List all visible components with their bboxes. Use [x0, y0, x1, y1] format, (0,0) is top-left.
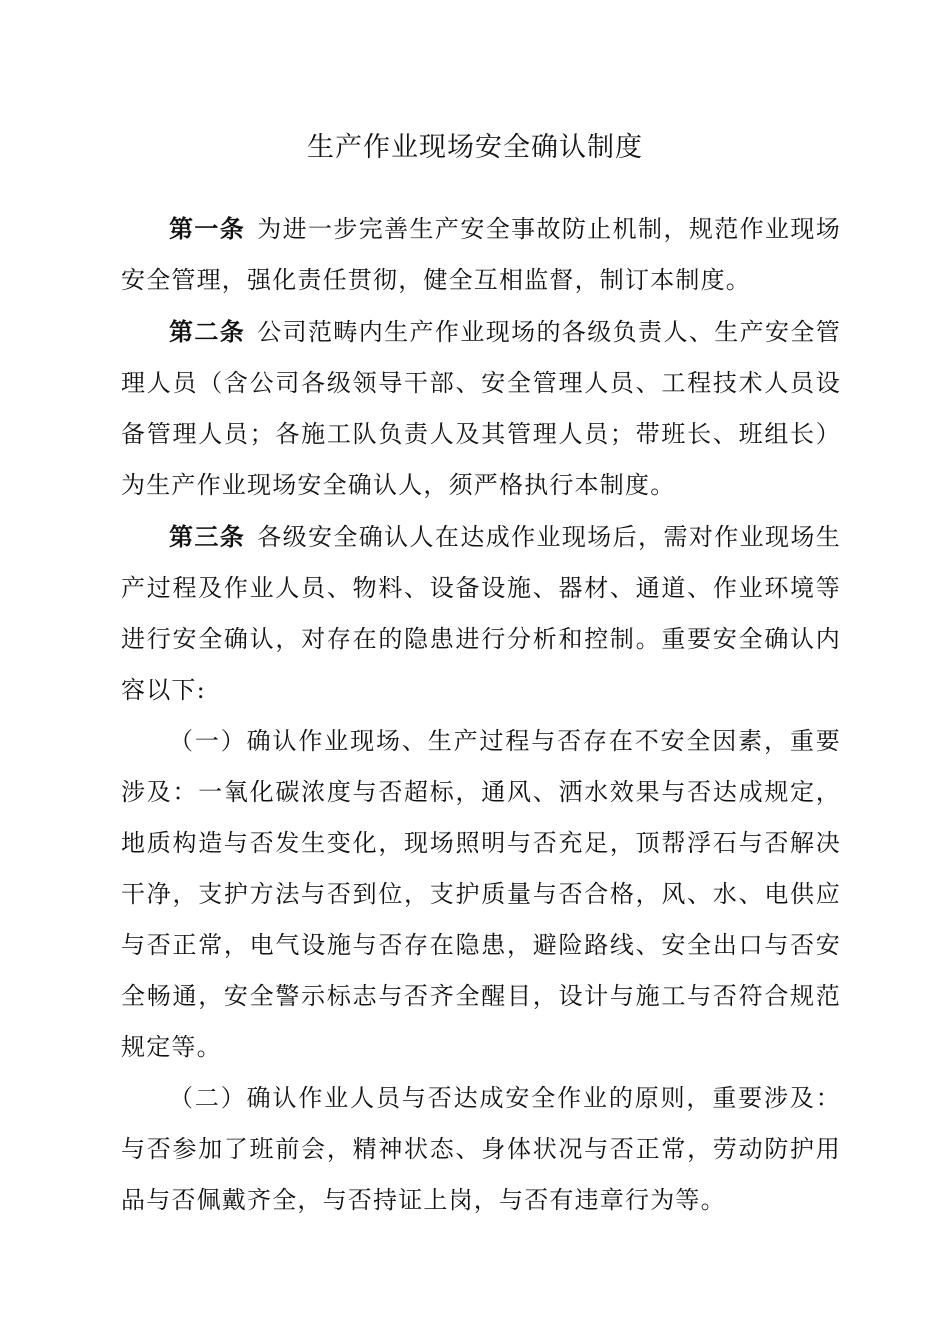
document-body [121, 203, 841, 1226]
article-3-number: 第三条 [169, 522, 246, 551]
article-1-text: 为进一步完善生产安全事故防止机制，规范作业现场安全管理，强化责任贯彻，健全互相监督，制订本制度。 [121, 215, 841, 294]
article-3 [121, 511, 841, 716]
article-1 [121, 203, 841, 306]
document-title: 生产作业现场安全确认制度 [307, 132, 643, 163]
article-3-text: 各级安全确认人在达成作业现场后，需对作业现场生产过程及作业人员、物料、设备设施、器材、通道、作业环境等进行安全确认，对存在的隐患进行分析和控制。重要安全确认内容以下: [121, 523, 841, 704]
item-2 [121, 1073, 841, 1226]
article-1-number: 第一条 [169, 214, 246, 243]
article-2 [121, 306, 841, 511]
item-2-text: （二）确认作业人员与否达成安全作业的原则，重要涉及：与否参加了班前会，精神状态、身体状况与否正常，劳动防护用品与否佩戴齐全，与否持证上岗，与否有违章行为等。 [121, 1084, 841, 1214]
item-1-text: （一）确认作业现场、生产过程与否存在不安全因素，重要涉及：一氧化碳浓度与否超标，通风、洒水效果与否达成规定，地质构造与否发生变化，现场照明与否充足，顶帮浮石与否解决干净，支护方法与否到位，支护质量与否合格，风、水、电供应与否正常，电气设施与否存在隐患，避险路线、安全出口与否安全畅通，安全警示标志与否齐全醒目，设计与施工与否符合规范规定等。 [121, 727, 841, 1061]
article-2-number: 第二条 [169, 317, 246, 346]
article-2-text: 公司范畴内生产作业现场的各级负责人、生产安全管理人员（含公司各级领导干部、安全管理人员、工程技术人员设备管理人员；各施工队负责人及其管理人员；带班长、班组长）为生产作业现场安全确认人，须严格执行本制度。 [121, 318, 841, 499]
item-1 [121, 716, 841, 1073]
